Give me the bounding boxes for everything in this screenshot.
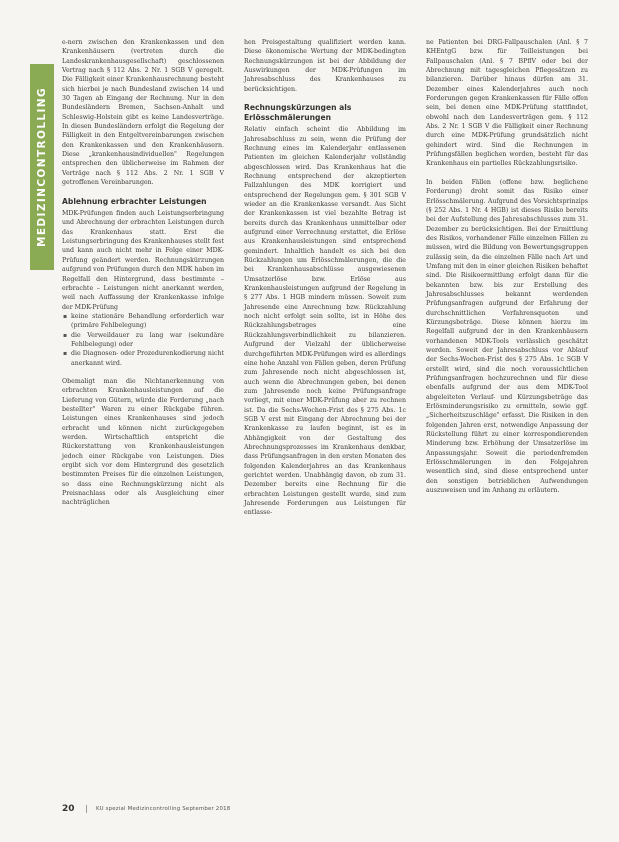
paragraph: Relativ einfach scheint die Abbildung im Jahresabschluss zu sein, wenn die Prüfung der Rechnung eines im Kalenderjahr entlassenen Patienten im gleichen Kalenderjahr vollständig abgeschlossen wird. Das Krankenhaus hat die Rechnung entsprechend der akzeptierten Fallzahlungen des MDK korrigiert und entsprechend der Regelungen gem. § 301 SGB V wieder an die Krankenkasse versandt. Aus Sicht der Krankenkassen ist viel bezahlte Betrag ist bereits durch das Krankenhaus unmittelbar oder aufgrund einer Verrechnung erstattet, die Erlöse aus Krankenhausleistungen sind entsprechend gemindert. Inhaltlich handelt es sich bei den Rückzahlungen um Erlösschmälerungen, die die bei Krankenhausabschlüsse ausgewiesenen Umsatzerlöse bzw. Erlöse aus Krankenhausleistungen aufgrund der Regelung in § 277 Abs. 1 HGB mindern müssen. Soweit zum Jahresende eine Anrechnung bzw. Rückzahlung noch nicht erfolgt sein sollte, ist in Höhe des Rückzahlungsbetrages eine Rückzahlungsverbindlichkeit zu bilanzieren. Aufgrund der Vielzahl der üblicherweise durchgeführten MDK-Prüfungen wird es allerdings eine hohe Anzahl von Fällen geben, deren Prüfung zum Jahresende noch nicht abgeschlossen ist, auch wenn die Abrechnungen geben, bei denen zum Jahresende noch keine Prüfungsanfrage vorliegt, mit einer MDK-Prüfung aber zu rechnen ist. Da die Sechs-Wochen-Frist des § 275 Abs. 1c SGB V erst mit Eingang der Abrechnung bei der Krankenkasse zu laufen beginnt, ist es in Abhängigkeit von der Gestaltung des Abrechnungsprozesses im Krankenhaus denkbar, dass Prüfungsanfragen in den ersten Monaten des folgenden Kalenderjahres an das Krankenhaus gerichtet werden. Unabhängig davon, ob zum 31. Dezember bereits eine Rechnung für die erbrachten Leistungen gestellt wurde, sind zum Jahresende Forderungen aus Leistungen für entlasse- — [244, 126, 406, 517]
publication-line: KU spezial Medizincontrolling September 2018 — [96, 806, 231, 812]
footer-divider — [86, 805, 87, 813]
paragraph: MDK-Prüfungen finden auch Leistungserbringung und Abrechnung der erbrachten Leistungen durch das Krankenhaus statt. Erst die Leistungserbringung des Krankenhauses stellt fest und kann auch nicht mehr in Folge einer MDK-Prüfung geändert werden. Rechnungskürzungen aufgrund von Prüfungen durch den MDK haben im Regelfall den Hintergrund, dass bestimmte – erbrachte – Leistungen nicht anerkannt werden, weil nach Auffassung der Krankenkasse infolge der MDK-Prüfung — [62, 210, 224, 311]
paragraph: ne Patienten bei DRG-Fallpauschalen (Anl. § 7 KHEntgG bzw. für Teilleistungen bei Fallpauschalen (Anl. § 7 BPflV oder bei der Abrechnung mit tagesgleichen Pflegesätzen zu bilanzieren. Darüber hinaus dürfen am 31. Dezember eines Kalenderjahres auch noch Forderungen gegen Krankenkassen für Fälle offen sein, bei denen eine MDK-Prüfung stattfindet, obwohl nach den Landesverträgen gem. § 112 Abs. 2 Nr. 1 SGB V die Fälligkeit einer Rechnung durch eine MDK-Prüfung grundsätzlich nicht gehindert wird. Sind die Rechnungen in Prüfungsfällen beglichen worden, besteht für das Krankenhaus ein partielles Rückzahlungsrisiko. — [426, 39, 588, 168]
text-column-2 — [244, 38, 406, 822]
section-tab-label-wrap — [30, 64, 54, 270]
section-heading: Ablehnung erbrachter Leistungen — [62, 196, 207, 206]
section-heading: Rechnungskürzungen als Erlösschmälerungen — [244, 103, 352, 122]
bullet-item: ▪ keine stationäre Behandlung erforderlich war (primäre Fehlbelegung) — [70, 312, 224, 331]
page-footer — [62, 803, 230, 815]
paragraph: Obemaligt man die Nichtanerkennung von erbrachten Krankenhausleistungen auf die Lieferung von Gütern, würde die Forderung „nach bestellter" Waren zu einer Rückgabe führen. Leistungen eines Krankenhauses sind jedoch erbracht und können nicht zurückgegeben werden. Wirtschaftlich entspricht die Rückerstattung von Krankenhausleistungen jedoch einer Rückgabe von Leistungen. Dies ergibt sich vor dem Hintergrund des gesetzlich bestimmten Preises für die einzelnen Leistungen, so dass eine Rechnungskürzung nicht als Preisnachlass oder als Ausgleichung einer nachträglichen — [62, 377, 224, 507]
text-column-1 — [62, 38, 224, 814]
bullet-item: ▪ die Diagnosen- oder Prozedurenkodierung nicht anerkannt wird. — [70, 349, 224, 368]
bullet-item: ▪ die Verweildauer zu lang war (sekundäre Fehlbelegung) oder — [70, 331, 224, 350]
paragraph: In beiden Fällen (offene bzw. beglichene Forderung) droht somit das Risiko einer Erlösschmälerung. Aufgrund des Vorsichtsprinzips (§ 252 Abs. 1 Nr. 4 HGB) ist dieses Risiko bereits bei der Aufstellung des Jahresabschlusses zum 31. Dezember zu berücksichtigen. Bei der Ermittlung des Risikos, vorhandener Fälle einzelnen Fällen zu müssen, wird die Bildung von Bewertungsgruppen zulässig sein, da die einzelnen Fälle nach Art und Umfang mit den in einer gleichen Risiken behaftet sind. Die Risikoermittlung erfolgt dann für die bekannten bzw. bis zur Erstellung des Jahresabschlusses bekannt werdenden Prüfungsanfragen aufgrund der Erfahrung der durchschnittlichen Verfahrensquoten und Kürzungsbeträge. Diese können hierzu im Regelfall aufgrund der in den Krankenhäusern vorhandenen MDK-Tools verlässlich geschätzt werden. Soweit der Jahresabschluss vor Ablauf der Sechs-Wochen-Frist des § 275 Abs. 1c SGB V erstellt wird, sind die noch voraussichtlichen Prüfungsanfragen hochzurechnen und für diese ebenfalls aufgrund der aus dem MDK-Tool abgeleiteten Verlauf- und Kürzungsbeträge das Erlösminderungsrisiko zu ermitteln, sowie ggf. „Sicherheitszuschläge" erfasst. Die Risiken in den folgenden Jahren erst, notwendige Anpassung der Rückstellung führt zu einer korrespondierenden Minderung bzw. Erhöhung der Umsatzerlöse im Anpassungsjahr. Soweit die periodenfremden Erlösschmälerungen in den Folgejahren wesentlich sind, sind diese entsprechend unter den sonstigen betrieblichen Aufwendungen auszuweisen und im Anhang zu erläutern. — [426, 178, 588, 495]
page-number: 20 — [62, 804, 75, 814]
paragraph: e-nern zwischen den Krankenkassen und den Krankenhäusern (vertreten durch die Landeskrankenhausgesellschaft) geschlossenen Vertrag nach § 112 Abs. 2 Nr. 1 SGB V geregelt. Die Fälligkeit einer Krankenhausrechnung besteht sich hierbei je nach Bundesland zwischen 14 und 30 Tagen ab Eingang der Rechnung. Nur in den Bundesländern Bremen, Sachsen-Anhalt und Schleswig-Holstein gibt es keine Landesverträge. In diesen Bundesländern erfolgt die Regelung der Fälligkeit in den Entgeltvereinbarungen zwischen den Krankenkassen und den Krankenhäusern. Diese „krankenhausindividuellen" Regelungen entsprechen den üblicherweise im Rahmen der Verträge nach § 112 Abs. 2 Nr. 1 SGB V getroffenen Vereinbarungen. — [62, 39, 224, 187]
section-tab-label: MEDIZINCONTROLLING — [36, 86, 49, 248]
paragraph: hen Preisgestaltung qualifiziert werden kann. Diese ökonomische Wertung der MDK-bedingten Rechnungskürzungen ist bei der Abbildung der Auswirkungen der MDK-Prüfungen im Jahresabschluss des Krankenhauses zu berücksichtigen. — [244, 39, 406, 93]
bullet-list — [62, 312, 224, 368]
text-column-3 — [426, 38, 588, 765]
